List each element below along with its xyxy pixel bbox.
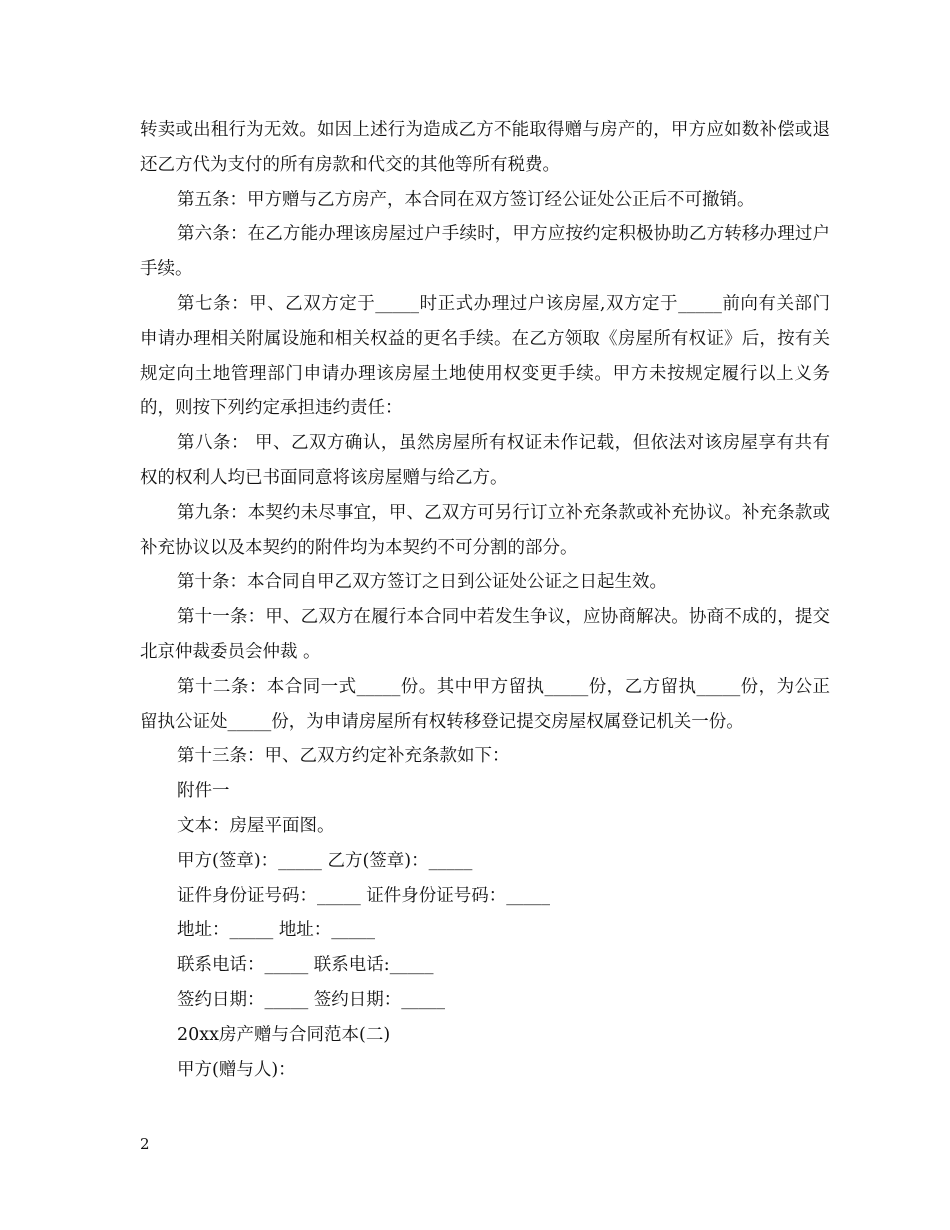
paragraph-article-9: 第九条：本契约未尽事宜，甲、乙双方可另行订立补充条款或补充协议。补充条款或补充协议以及本契约的附件均为本契约不可分割的部分。 bbox=[140, 502, 830, 558]
party-a-line: 甲方(赠与人)： bbox=[177, 1059, 296, 1080]
attachment-heading: 附件一 bbox=[177, 781, 230, 802]
address-line: 地址：_____ 地址：_____ bbox=[177, 920, 376, 941]
paragraph-article-8: 第八条： 甲、乙双方确认，虽然房屋所有权证未作记载，但依法对该房屋享有共有权的权利人均已书面同意将该房屋赠与给乙方。 bbox=[140, 433, 830, 488]
paragraph-article-5: 第五条：甲方赠与乙方房产，本合同在双方签订经公证处公正后不可撤销。 bbox=[177, 189, 755, 210]
attachment-text: 文本：房屋平面图。 bbox=[177, 815, 335, 836]
signature-line: 甲方(签章)：_____ 乙方(签章)：_____ bbox=[177, 850, 473, 871]
section-title: 20xx房产赠与合同范本(二) bbox=[177, 1024, 391, 1045]
id-number-line: 证件身份证号码：_____ 证件身份证号码：_____ bbox=[177, 885, 551, 906]
page-number: 2 bbox=[140, 1135, 150, 1153]
paragraph-article-13: 第十三条：甲、乙双方约定补充条款如下： bbox=[177, 746, 510, 767]
paragraph-article-12: 第十二条：本合同一式_____份。其中甲方留执_____份，乙方留执_____份，为公正留执公证处_____份，为申请房屋所有权转移登记提交房屋权属登记机关一份。 bbox=[140, 676, 830, 732]
paragraph-article-11: 第十一条：甲、乙双方在履行本合同中若发生争议，应协商解决。协商不成的，提交北京仲裁委员会仲裁 。 bbox=[140, 607, 830, 662]
phone-line: 联系电话：_____ 联系电话:_____ bbox=[177, 955, 434, 976]
paragraph-continuation: 转卖或出租行为无效。如因上述行为造成乙方不能取得赠与房产的，甲方应如数补偿或退还乙方代为支付的所有房款和代交的其他等所有税费。 bbox=[140, 120, 830, 175]
paragraph-article-7: 第七条：甲、乙双方定于_____时正式办理过户该房屋,双方定于_____前向有关部门申请办理相关附属设施和相关权益的更名手续。在乙方领取《房屋所有权证》后，按有关规定向土地管理部门申请办理该房屋土地使用权变更手续。甲方未按规定履行以上义务的，则按下列约定承担违约责任： bbox=[140, 293, 830, 419]
document-body bbox=[140, 113, 830, 1087]
signing-date-line: 签约日期：_____ 签约日期：_____ bbox=[177, 989, 446, 1010]
paragraph-article-6: 第六条：在乙方能办理该房屋过户手续时，甲方应按约定积极协助乙方转移办理过户手续。 bbox=[140, 224, 830, 280]
paragraph-article-10: 第十条：本合同自甲乙双方签订之日到公证处公证之日起生效。 bbox=[177, 572, 667, 593]
